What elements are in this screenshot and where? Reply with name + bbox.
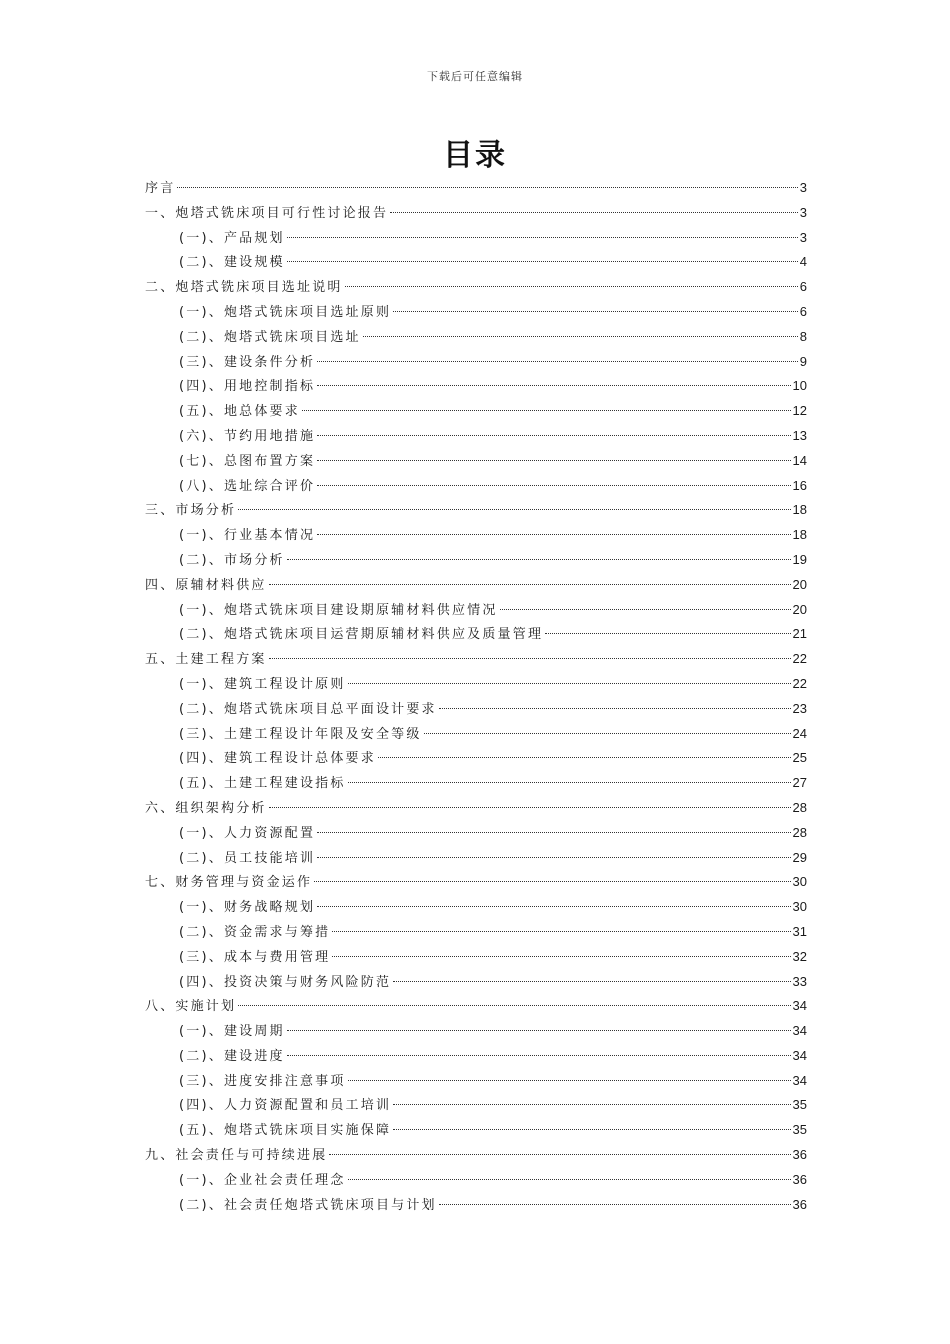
toc-dot-leader	[329, 1154, 790, 1155]
toc-dot-leader	[317, 485, 790, 486]
toc-entry-label: (二)、社会责任炮塔式铣床项目与计划	[179, 1197, 437, 1213]
toc-entry-page-number: 16	[792, 477, 807, 493]
toc-entry-label: (二)、炮塔式铣床项目总平面设计要求	[179, 701, 437, 717]
toc-dot-leader	[287, 237, 798, 238]
toc-entry-label: (二)、建设规模	[179, 255, 285, 271]
toc-entry[interactable]	[145, 672, 807, 697]
toc-entry-label: (三)、成本与费用管理	[179, 949, 331, 965]
toc-entry-page-number: 6	[799, 279, 807, 295]
toc-entry[interactable]	[145, 1143, 807, 1168]
toc-dot-leader	[332, 956, 790, 957]
toc-entry-page-number: 33	[792, 973, 807, 989]
toc-entry-page-number: 35	[792, 1097, 807, 1113]
toc-dot-leader	[269, 807, 791, 808]
toc-entry-label: (二)、建设进度	[179, 1048, 285, 1064]
toc-dot-leader	[390, 212, 798, 213]
toc-dot-leader	[348, 1179, 791, 1180]
toc-dot-leader	[269, 658, 791, 659]
toc-entry-label: (一)、炮塔式铣床项目建设期原辅材料供应情况	[179, 602, 498, 618]
toc-dot-leader	[545, 633, 790, 634]
toc-entry-label: (四)、投资决策与财务风险防范	[179, 974, 392, 990]
toc-entry-label: 一、炮塔式铣床项目可行性讨论报告	[145, 205, 389, 221]
toc-dot-leader	[317, 361, 798, 362]
toc-entry[interactable]	[145, 945, 807, 970]
toc-dot-leader	[317, 906, 790, 907]
toc-entry-page-number: 30	[792, 899, 807, 915]
toc-entry-page-number: 12	[792, 403, 807, 419]
toc-entry-page-number: 27	[792, 775, 807, 791]
toc-dot-leader	[317, 857, 790, 858]
toc-entry[interactable]	[145, 1044, 807, 1069]
toc-entry-label: 二、炮塔式铣床项目选址说明	[145, 280, 343, 296]
toc-dot-leader	[363, 336, 798, 337]
toc-entry-page-number: 4	[799, 254, 807, 270]
toc-entry-page-number: 14	[792, 452, 807, 468]
toc-entry[interactable]	[145, 523, 807, 548]
toc-entry[interactable]	[145, 598, 807, 623]
toc-entry-label: (四)、用地控制指标	[179, 379, 316, 395]
toc-entry-label: (六)、节约用地措施	[179, 428, 316, 444]
toc-entry-page-number: 34	[792, 998, 807, 1014]
toc-entry[interactable]	[145, 771, 807, 796]
toc-entry-page-number: 36	[792, 1147, 807, 1163]
toc-entry[interactable]	[145, 722, 807, 747]
toc-entry[interactable]	[145, 226, 807, 251]
toc-entry-label: (一)、产品规划	[179, 230, 285, 246]
toc-entry-label: 五、土建工程方案	[145, 652, 267, 668]
toc-entry[interactable]	[145, 350, 807, 375]
toc-entry-page-number: 30	[792, 874, 807, 890]
toc-entry[interactable]	[145, 846, 807, 871]
toc-dot-leader	[238, 509, 790, 510]
toc-entry-label: (一)、炮塔式铣床项目选址原则	[179, 304, 392, 320]
toc-entry-page-number: 36	[792, 1171, 807, 1187]
toc-dot-leader	[317, 435, 790, 436]
toc-dot-leader	[500, 609, 791, 610]
toc-entry-page-number: 18	[792, 527, 807, 543]
toc-dot-leader	[317, 534, 790, 535]
toc-entry-page-number: 20	[792, 576, 807, 592]
toc-entry-label: 八、实施计划	[145, 999, 237, 1015]
toc-dot-leader	[378, 757, 791, 758]
toc-entry-label: (四)、建筑工程设计总体要求	[179, 751, 376, 767]
toc-entry-label: (四)、人力资源配置和员工培训	[179, 1098, 392, 1114]
toc-entry-page-number: 9	[799, 353, 807, 369]
toc-entry-page-number: 3	[799, 204, 807, 220]
toc-entry-label: (二)、市场分析	[179, 552, 285, 568]
toc-entry-label: (一)、行业基本情况	[179, 528, 316, 544]
toc-entry[interactable]	[145, 498, 807, 523]
toc-entry[interactable]	[145, 300, 807, 325]
toc-dot-leader	[238, 1005, 790, 1006]
toc-entry[interactable]	[145, 1093, 807, 1118]
toc-entry-page-number: 34	[792, 1072, 807, 1088]
toc-entry-page-number: 32	[792, 948, 807, 964]
toc-entry[interactable]	[145, 796, 807, 821]
toc-entry-page-number: 13	[792, 427, 807, 443]
toc-entry-label: (一)、建筑工程设计原则	[179, 676, 346, 692]
toc-entry-page-number: 31	[792, 923, 807, 939]
toc-entry-page-number: 3	[799, 229, 807, 245]
toc-entry[interactable]	[145, 1019, 807, 1044]
toc-dot-leader	[287, 261, 798, 262]
toc-entry-page-number: 8	[799, 328, 807, 344]
toc-dot-leader	[332, 931, 790, 932]
toc-entry-page-number: 28	[792, 824, 807, 840]
toc-entry[interactable]	[145, 1168, 807, 1193]
toc-entry-page-number: 20	[792, 601, 807, 617]
toc-entry-page-number: 21	[792, 626, 807, 642]
toc-dot-leader	[393, 1104, 790, 1105]
toc-entry-page-number: 28	[792, 799, 807, 815]
toc-entry-page-number: 24	[792, 725, 807, 741]
toc-entry[interactable]	[145, 1118, 807, 1143]
toc-dot-leader	[302, 410, 791, 411]
toc-dot-leader	[439, 1204, 791, 1205]
toc-entry-label: 序言	[145, 181, 176, 196]
table-of-contents	[145, 176, 807, 1217]
toc-dot-leader	[317, 460, 790, 461]
toc-entry-page-number: 22	[792, 651, 807, 667]
toc-dot-leader	[287, 1055, 791, 1056]
toc-entry-label: 七、财务管理与资金运作	[145, 875, 313, 891]
toc-title: 目录	[443, 138, 507, 173]
toc-dot-leader	[424, 733, 791, 734]
toc-entry-label: (五)、地总体要求	[179, 404, 300, 420]
toc-entry[interactable]	[145, 176, 807, 201]
toc-entry-page-number: 25	[792, 750, 807, 766]
toc-entry-page-number: 23	[792, 700, 807, 716]
toc-entry-label: (二)、员工技能培训	[179, 850, 316, 866]
toc-entry-label: (三)、进度安排注意事项	[179, 1073, 346, 1089]
toc-dot-leader	[177, 187, 797, 188]
page-header: 下载后可任意编辑	[427, 70, 523, 83]
toc-entry-label: (七)、总图布置方案	[179, 453, 316, 469]
toc-dot-leader	[287, 559, 791, 560]
toc-entry[interactable]	[145, 746, 807, 771]
toc-entry-label: (一)、企业社会责任理念	[179, 1172, 346, 1188]
toc-entry-page-number: 3	[799, 180, 807, 195]
toc-entry-page-number: 29	[792, 849, 807, 865]
toc-entry-label: (三)、建设条件分析	[179, 354, 316, 370]
toc-entry-page-number: 19	[792, 551, 807, 567]
toc-entry[interactable]	[145, 994, 807, 1019]
toc-entry[interactable]	[145, 449, 807, 474]
toc-dot-leader	[393, 981, 790, 982]
toc-entry-label: (二)、资金需求与筹措	[179, 924, 331, 940]
toc-entry[interactable]	[145, 474, 807, 499]
toc-entry[interactable]	[145, 374, 807, 399]
toc-entry-label: (一)、建设周期	[179, 1024, 285, 1040]
toc-entry[interactable]	[145, 548, 807, 573]
toc-entry-label: 六、组织架构分析	[145, 800, 267, 816]
toc-dot-leader	[317, 385, 790, 386]
toc-entry-page-number: 36	[792, 1196, 807, 1212]
toc-entry-page-number: 34	[792, 1047, 807, 1063]
toc-entry-page-number: 35	[792, 1122, 807, 1138]
toc-entry[interactable]	[145, 697, 807, 722]
toc-entry-label: (八)、选址综合评价	[179, 478, 316, 494]
toc-entry-label: (二)、炮塔式铣床项目选址	[179, 329, 361, 345]
toc-entry-label: 三、市场分析	[145, 503, 237, 519]
toc-entry[interactable]	[145, 275, 807, 300]
toc-entry[interactable]	[145, 250, 807, 275]
toc-dot-leader	[439, 708, 791, 709]
toc-entry-page-number: 10	[792, 378, 807, 394]
toc-entry-page-number: 18	[792, 502, 807, 518]
toc-dot-leader	[287, 1030, 791, 1031]
toc-entry[interactable]	[145, 424, 807, 449]
toc-entry[interactable]	[145, 647, 807, 672]
toc-entry[interactable]	[145, 870, 807, 895]
toc-entry[interactable]	[145, 1069, 807, 1094]
toc-dot-leader	[348, 782, 791, 783]
toc-dot-leader	[345, 286, 798, 287]
toc-entry-label: (五)、土建工程建设指标	[179, 776, 346, 792]
toc-dot-leader	[348, 683, 791, 684]
toc-entry[interactable]	[145, 201, 807, 226]
toc-entry-label: (一)、财务战略规划	[179, 900, 316, 916]
toc-entry[interactable]	[145, 573, 807, 598]
toc-entry[interactable]	[145, 970, 807, 995]
toc-dot-leader	[314, 881, 790, 882]
toc-entry-label: 四、原辅材料供应	[145, 577, 267, 593]
toc-entry[interactable]	[145, 622, 807, 647]
toc-dot-leader	[393, 1129, 790, 1130]
toc-dot-leader	[269, 584, 791, 585]
toc-entry[interactable]	[145, 920, 807, 945]
toc-dot-leader	[317, 832, 790, 833]
toc-entry-label: (一)、人力资源配置	[179, 825, 316, 841]
toc-entry[interactable]	[145, 325, 807, 350]
toc-entry-page-number: 6	[799, 303, 807, 319]
toc-dot-leader	[393, 311, 798, 312]
toc-entry-label: 九、社会责任与可持续进展	[145, 1148, 328, 1164]
toc-dot-leader	[348, 1080, 791, 1081]
toc-entry-page-number: 22	[792, 675, 807, 691]
toc-entry[interactable]	[145, 821, 807, 846]
toc-entry[interactable]	[145, 1193, 807, 1218]
toc-entry[interactable]	[145, 895, 807, 920]
toc-entry-label: (五)、炮塔式铣床项目实施保障	[179, 1123, 392, 1139]
toc-entry-label: (二)、炮塔式铣床项目运营期原辅材料供应及质量管理	[179, 627, 544, 643]
toc-entry-page-number: 34	[792, 1023, 807, 1039]
toc-entry-label: (三)、土建工程设计年限及安全等级	[179, 726, 422, 742]
toc-entry[interactable]	[145, 399, 807, 424]
